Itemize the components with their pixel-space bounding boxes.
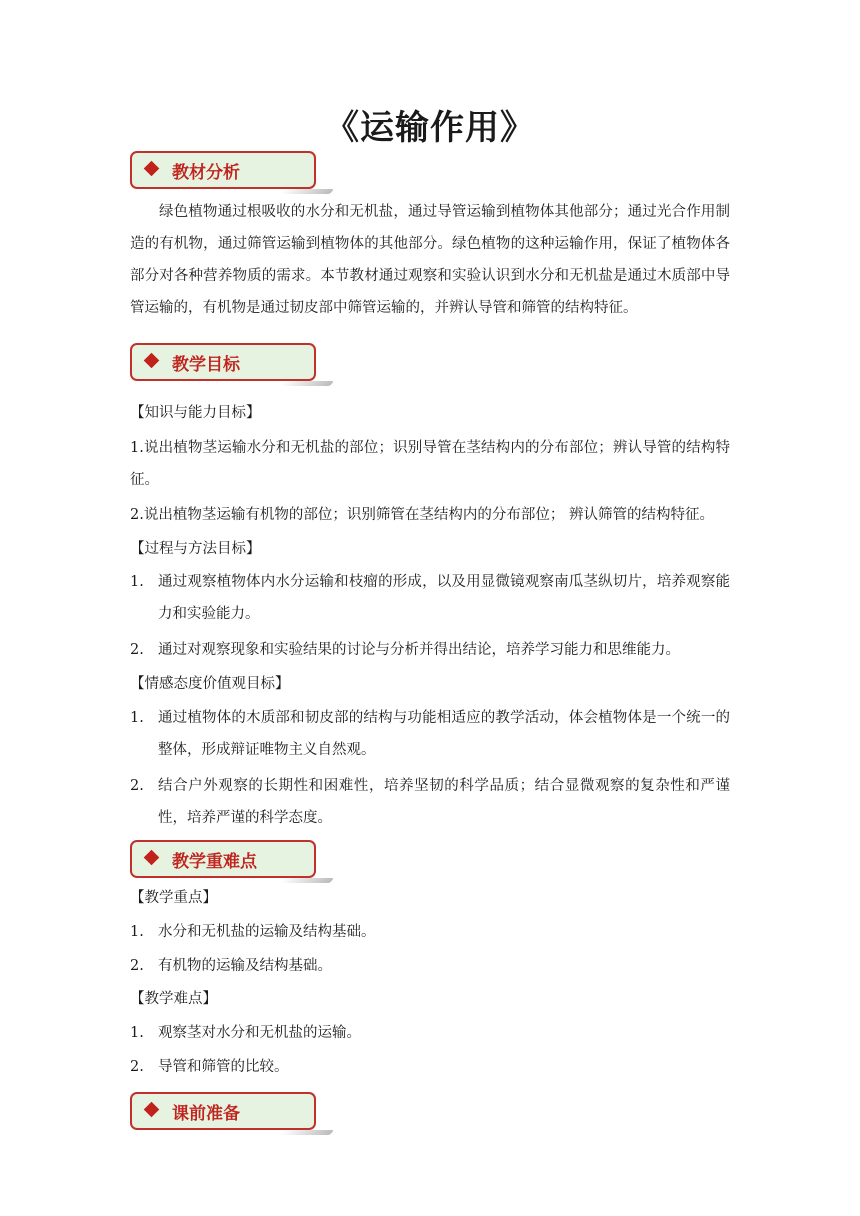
- emotion-heading: 【情感态度价值观目标】: [130, 676, 290, 692]
- difficulty-item: 2. 导管和筛管的比较。: [130, 1059, 289, 1075]
- focus-item: 2. 有机物的运输及结构基础。: [130, 958, 332, 974]
- section-label: 课前准备: [172, 1104, 240, 1124]
- knowledge-item: 2.说出植物茎运输有机物的部位；识别筛管在茎结构内的分布部位； 辨认筛管的结构特征。: [130, 507, 714, 523]
- process-item: 1. 通过观察植物体内水分运输和枝瘤的形成，以及用显微镜观察南瓜茎纵切片，培养观察能力和实验能力。: [130, 574, 730, 622]
- section-header-key-points: [130, 840, 316, 878]
- section-header-preparation: [130, 1092, 316, 1130]
- knowledge-heading: 【知识与能力目标】: [130, 405, 261, 421]
- diamond-bullet-icon: [144, 353, 160, 369]
- emotion-item: 2. 结合户外观察的长期性和困难性，培养坚韧的科学品质；结合显微观察的复杂性和严谨性，培养严谨的科学态度。: [130, 778, 730, 826]
- section-header-analysis: [130, 151, 316, 189]
- page-title: 《运输作用》: [325, 108, 535, 148]
- section-header-goals: [130, 343, 316, 381]
- difficulty-heading: 【教学难点】: [130, 991, 217, 1007]
- process-heading: 【过程与方法目标】: [130, 541, 261, 557]
- diamond-bullet-icon: [144, 161, 160, 177]
- diamond-bullet-icon: [144, 1102, 160, 1118]
- analysis-paragraph: 绿色植物通过根吸收的水分和无机盐，通过导管运输到植物体其他部分；通过光合作用制造的有机物，通过筛管运输到植物体的其他部分。绿色植物的这种运输作用，保证了植物体各部分对各种营养物质的需求。本节教材通过观察和实验认识到水分和无机盐是通过木质部中导管运输的，有机物是通过韧皮部中筛管运输的，并辨认导管和筛管的结构特征。: [130, 204, 730, 316]
- emotion-item: 1. 通过植物体的木质部和韧皮部的结构与功能相适应的教学活动，体会植物体是一个统一的整体，形成辩证唯物主义自然观。: [130, 710, 730, 758]
- section-label: 教材分析: [172, 163, 240, 183]
- section-label: 教学目标: [172, 355, 240, 375]
- section-label: 教学重难点: [172, 852, 257, 872]
- process-item: 2. 通过对观察现象和实验结果的讨论与分析并得出结论，培养学习能力和思维能力。: [130, 642, 680, 658]
- difficulty-item: 1. 观察茎对水分和无机盐的运输。: [130, 1025, 361, 1041]
- focus-item: 1. 水分和无机盐的运输及结构基础。: [130, 924, 376, 940]
- knowledge-item: 1.说出植物茎运输水分和无机盐的部位；识别导管在茎结构内的分布部位；辨认导管的结构特征。: [130, 440, 730, 488]
- focus-heading: 【教学重点】: [130, 890, 217, 906]
- diamond-bullet-icon: [144, 850, 160, 866]
